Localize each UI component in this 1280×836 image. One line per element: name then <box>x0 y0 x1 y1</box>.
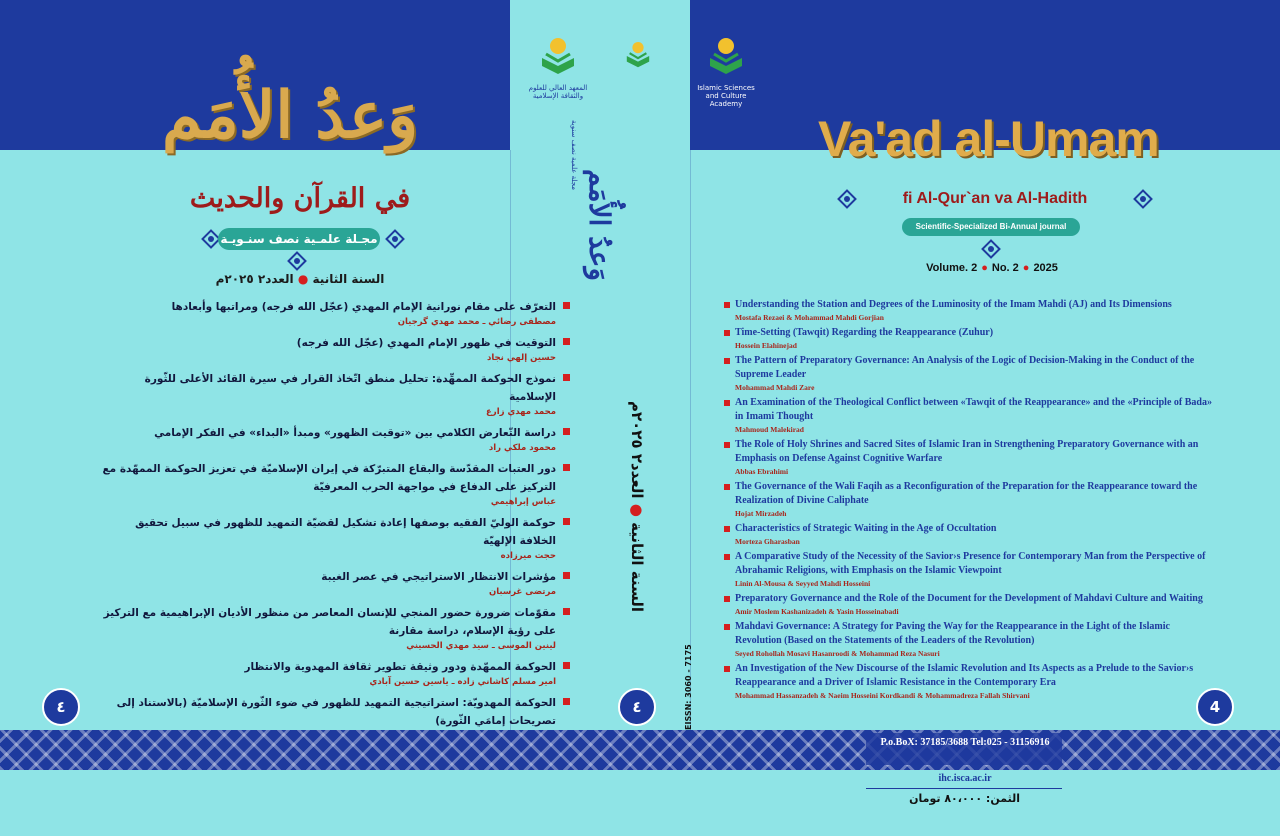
spine-issue-line <box>628 400 646 612</box>
toc-entry <box>724 396 1214 436</box>
toc-article-title: Time-Setting (Tawqit) Regarding the Reappearance (Zuhur) <box>735 327 994 338</box>
bullet-square-icon <box>724 330 730 336</box>
toc-article-title: An Investigation of the New Discourse of the Islamic Revolution and Its Aspects as a Prelude to the Savior›s Reappearance and a Driver of Islamic Resistance in the Contemporary Era <box>735 663 1194 688</box>
spine-issue-year: السنة الثانية <box>628 522 646 612</box>
spine-issue-number: العدد٢ <box>628 453 646 499</box>
dot-separator-icon: ● <box>293 272 309 286</box>
knot-ornament-icon <box>836 188 858 210</box>
back-issue-number-badge: ٤ <box>42 688 80 726</box>
toc-article-title: The Governance of the Wali Faqih as a Reconfiguration of the Preparation for the Reappearance toward the Realization of Divine Caliphate <box>735 481 1198 506</box>
toc-entry <box>724 354 1214 394</box>
arabic-journal-subtitle: في القرآن والحديث <box>189 183 411 214</box>
toc-article-title: The Pattern of Preparatory Governance: An Analysis of the Logic of Decision-Making in the Conduct of the Supreme Leader <box>735 355 1195 380</box>
toc-entry <box>100 424 570 454</box>
toc-article-author: مرتضى غرسبان <box>488 587 556 597</box>
toc-entry <box>100 604 570 652</box>
issn-label: EISSN: 3060 - 7175 <box>684 644 693 730</box>
toc-article-author: لينين الموسى ـ سيد مهدي الحسيني <box>406 641 556 651</box>
dot-separator-icon: ● <box>628 498 646 517</box>
toc-article-title: الحوكمة المهدويّة: استراتيجية التمهيد للظهور في ضوء الثّورة الإسلاميّة (بالاستناد إلى تصريحات إمامَي الثّورة) <box>116 697 556 727</box>
bullet-square-icon <box>563 428 570 435</box>
english-volume: Volume. 2 <box>926 262 978 274</box>
toc-article-title: نموذج الحوكمة الممهِّدة: تحليل منطق اتّخاذ القرار في سيرة القائد الأعلى للثّورة الإسلامية <box>144 373 556 403</box>
toc-article-author: محمد مهدي زارع <box>486 407 556 417</box>
toc-article-author: عباس إبراهيمي <box>490 497 556 507</box>
toc-article-author: Hojat Mirzadeh <box>735 509 787 518</box>
dot-separator-icon: ● <box>981 262 988 274</box>
arabic-journal-badge: مجـلة علمـية نصف سنـويـة <box>218 228 380 250</box>
toc-article-author: Amir Moslem Kashanizadeh & Yasin Hosseinabadi <box>735 607 899 616</box>
contact-pobox: P.o.BoX: 37185/3688 Tel:025 - 31156916 <box>880 737 1050 748</box>
toc-entry <box>724 620 1214 660</box>
toc-article-title: مؤشرات الانتظار الاستراتيجي في عصر الغيبة <box>321 571 556 583</box>
toc-article-title: التعرّف على مقام نورانية الإمام المهدي (عجّل الله فرجه) ومراتبها وأبعادها <box>171 301 556 313</box>
toc-article-title: A Comparative Study of the Necessity of the Savior›s Presence for Contemporary Man from the Perspective of Abrahamic Religions, with Emphasis on the Islamic Viewpoint <box>735 551 1206 576</box>
toc-entry <box>100 334 570 364</box>
spine-subtitle: مجلة علمية نصف سنوية <box>570 120 578 190</box>
bullet-square-icon <box>724 666 730 672</box>
toc-entry <box>724 438 1214 478</box>
academy-logo-icon <box>538 36 578 80</box>
spine-issue-date: ٢٠٢٥م <box>628 400 646 449</box>
bullet-square-icon <box>563 608 570 615</box>
toc-article-title: دراسة التّعارض الكلامي بين «توقيت الظهور» ومبدأ «البداء» في الفكر الإمامي <box>154 427 556 439</box>
toc-article-author: Mahmoud Malekirad <box>735 425 804 434</box>
toc-article-author: مصطفى رضائي ـ محمد مهدي گرجيان <box>397 317 556 327</box>
bullet-square-icon <box>563 374 570 381</box>
bullet-square-icon <box>724 442 730 448</box>
english-table-of-contents <box>724 298 1214 704</box>
toc-entry <box>100 460 570 508</box>
toc-entry <box>100 370 570 418</box>
toc-entry <box>100 568 570 598</box>
toc-article-title: دور العتبات المقدّسة والبقاع المتبرّكة في إيران الإسلاميّة في تعزيز الحوكمة الممهّدة مع التركيز على الدفاع في مواجهة الحرب المعرفيّة <box>102 463 556 493</box>
bullet-square-icon <box>563 572 570 579</box>
toc-article-title: التوقيت في ظهور الإمام المهدي (عجّل الله فرجه) <box>296 337 556 349</box>
toc-article-author: Mostafa Rezaei & Mohammad Mahdi Gorjian <box>735 313 884 322</box>
bullet-square-icon <box>563 518 570 525</box>
toc-article-title: Understanding the Station and Degrees of the Luminosity of the Imam Mahdi (AJ) and Its Dimensions <box>735 299 1172 310</box>
arabic-issue-line <box>200 272 400 286</box>
bullet-square-icon <box>724 624 730 630</box>
bullet-square-icon <box>724 596 730 602</box>
knot-ornament-icon <box>384 228 406 250</box>
bullet-square-icon <box>724 400 730 406</box>
arabic-journal-title: وَعدُ الأُمَم <box>161 78 419 153</box>
bullet-square-icon <box>563 464 570 471</box>
knot-ornament-icon <box>980 238 1002 260</box>
toc-article-title: Mahdavi Governance: A Strategy for Paving the Way for the Reappearance in the Light of the Islamic Revolution (Based on the Statements of the Leaders of the Revolution) <box>735 621 1170 646</box>
bullet-square-icon <box>563 698 570 705</box>
toc-entry <box>724 662 1214 702</box>
contact-website: ihc.isca.ac.ir <box>938 773 992 784</box>
toc-article-author: Linin Al-Mousa & Seyyed Mahdi Hosseini <box>735 579 871 588</box>
front-issue-number-badge: 4 <box>1196 688 1234 726</box>
toc-article-title: الحوكمة الممهّدة ودور وثيقة تطوير ثقافة المهدوية والانتظار <box>244 661 556 673</box>
toc-entry <box>100 298 570 328</box>
toc-entry <box>724 522 1214 548</box>
toc-article-title: The Role of Holy Shrines and Sacred Sites of Islamic Iran in Strengthening Preparatory Governance with an Emphasis on Defense Against Cognitive Warfare <box>735 439 1199 464</box>
toc-entry <box>724 480 1214 520</box>
bullet-square-icon <box>724 526 730 532</box>
toc-article-title: An Examination of the Theological Conflict between «Tawqit of the Reappearance» and the «Principle of Bada» in Imami Thought <box>735 397 1212 422</box>
english-number: No. 2 <box>991 262 1019 274</box>
knot-ornament-icon <box>1132 188 1154 210</box>
toc-article-author: Hossein Elahinejad <box>735 341 797 350</box>
toc-entry <box>724 326 1214 352</box>
toc-entry <box>724 592 1214 618</box>
bullet-square-icon <box>563 302 570 309</box>
toc-entry <box>724 298 1214 324</box>
price-divider <box>866 788 1062 789</box>
bullet-square-icon <box>724 554 730 560</box>
bottom-panel <box>0 770 1280 836</box>
toc-article-author: Morteza Gharasban <box>735 537 800 546</box>
bullet-square-icon <box>563 662 570 669</box>
contact-info <box>870 734 1060 752</box>
arabic-table-of-contents <box>100 298 570 802</box>
toc-article-author: حجت ميرزاده <box>500 551 556 561</box>
toc-entry <box>724 550 1214 590</box>
arabic-issue-year: السنة الثانية <box>312 272 385 286</box>
academy-logo-english-icon <box>706 36 746 80</box>
spine-title: وَعدُ الأُمَم <box>583 168 616 282</box>
bullet-square-icon <box>724 302 730 308</box>
english-journal-subtitle: fi Al-Qur`an va Al-Hadith <box>902 190 1088 207</box>
arabic-issue-date: ٢٠٢٥م <box>215 272 254 286</box>
toc-article-author: محمود ملكي راد <box>488 443 556 453</box>
toc-entry <box>100 514 570 562</box>
toc-article-title: حوكمة الوليّ الفقيه بوصفها إعادة تشكيل لقضيّة التمهيد للظهور في سبيل تحقيق الخلافة الإلهيّة <box>135 517 556 547</box>
academy-logo-small-icon <box>624 40 652 72</box>
toc-article-title: Preparatory Governance and the Role of the Document for the Development of Mahdavi Culture and Waiting <box>735 593 1203 604</box>
bullet-square-icon <box>724 484 730 490</box>
arabic-issue-number: العدد٢ <box>257 272 294 286</box>
toc-entry <box>100 658 570 688</box>
knot-ornament-icon <box>286 250 308 272</box>
toc-article-author: Mohammad Hassanzadeh & Naeim Hosseini Kordkandi & Mohammadreza Fallah Shirvani <box>735 691 1030 700</box>
toc-article-author: Mohammad Mahdi Zare <box>735 383 815 392</box>
toc-article-author: Seyed Rohollah Mosavi Hasanroodi & Mohammad Reza Nasuri <box>735 649 940 658</box>
toc-article-title: مقوّمات ضرورة حضور المنجي للإنسان المعاصر من منظور الأديان الإبراهيمية مع التركيز على رؤية الإسلام، دراسة مقارنة <box>103 607 556 637</box>
logo-caption-english: Islamic Sciences and Culture Academy <box>697 84 755 109</box>
toc-article-author: امير مسلم كاشاني زاده ـ ياسين حسين آبادي <box>369 677 556 687</box>
english-journal-title: Va'ad al-Umam <box>818 111 1159 167</box>
bullet-square-icon <box>724 358 730 364</box>
toc-article-author: Abbas Ebrahimi <box>735 467 789 476</box>
spine-top-panel <box>510 0 690 150</box>
toc-article-title: Characteristics of Strategic Waiting in the Age of Occultation <box>735 523 997 534</box>
dot-separator-icon: ● <box>1022 262 1030 274</box>
price-label: الثمن: ۸۰،۰۰۰ تومان <box>909 792 1020 805</box>
english-journal-badge: Scientific-Specialized Bi-Annual journal <box>902 218 1080 236</box>
ornament-band <box>0 730 1280 770</box>
toc-article-author: حسين إلهي نجاد <box>486 353 556 363</box>
bullet-square-icon <box>563 338 570 345</box>
spine-issue-number-badge: ٤ <box>618 688 656 726</box>
logo-caption-arabic: المعهد العالي للعلوم والثقافة الإسلامية <box>528 84 588 101</box>
english-issue-line <box>872 262 1112 274</box>
english-year: 2025 <box>1033 262 1058 274</box>
